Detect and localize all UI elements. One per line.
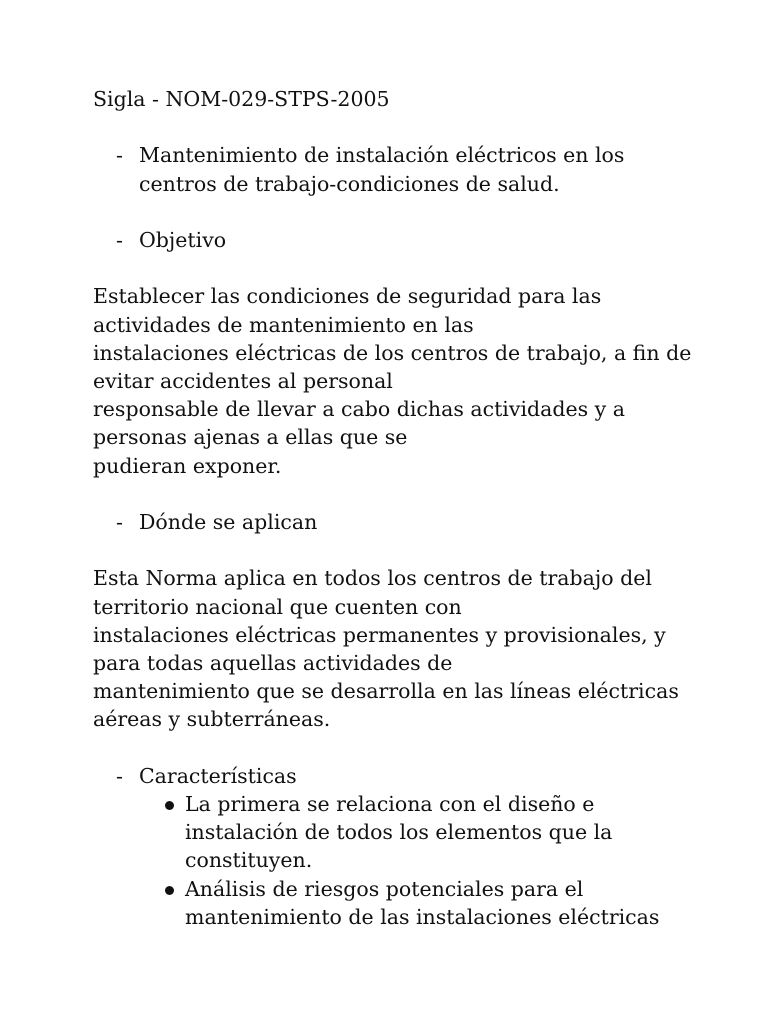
list-item-objetivo bbox=[93, 226, 693, 254]
document-page bbox=[93, 85, 693, 931]
section-heading: Dónde se aplican bbox=[139, 509, 318, 534]
section-heading: Objetivo bbox=[139, 227, 227, 252]
donde-paragraph bbox=[93, 564, 693, 733]
paragraph-line: mantenimiento que se desarrolla en las líneas eléctricas bbox=[93, 679, 679, 704]
paragraph-line: territorio nacional que cuenten con bbox=[93, 594, 462, 619]
bullet-item bbox=[185, 875, 693, 931]
bullet-text: instalación de todos los elementos que la bbox=[185, 820, 613, 845]
bullet-item bbox=[185, 790, 693, 875]
objetivo-paragraph bbox=[93, 282, 693, 479]
paragraph-line: responsable de llevar a cabo dichas actividades y a bbox=[93, 397, 625, 422]
spacer bbox=[93, 113, 693, 141]
list-item-caracteristicas bbox=[93, 762, 693, 790]
list-item-text: centros de trabajo-condiciones de salud. bbox=[139, 171, 560, 196]
dash-marker: - bbox=[116, 763, 123, 788]
bullet-text: mantenimiento de las instalaciones eléctricas bbox=[185, 904, 660, 929]
document-title: Sigla - NOM-029-STPS-2005 bbox=[93, 87, 390, 111]
list-item-text: Mantenimiento de instalación eléctricos en los bbox=[139, 143, 625, 168]
list-item-donde bbox=[93, 508, 693, 536]
paragraph-line: actividades de mantenimiento en las bbox=[93, 312, 474, 337]
spacer bbox=[93, 536, 693, 564]
dash-marker: - bbox=[116, 227, 123, 252]
paragraph-line: personas ajenas a ellas que se bbox=[93, 425, 408, 450]
paragraph-line: instalaciones eléctricas permanentes y provisionales, y bbox=[93, 622, 666, 647]
paragraph-line: Esta Norma aplica en todos los centros de trabajo del bbox=[93, 566, 652, 591]
bullet-dot-icon bbox=[165, 801, 174, 810]
spacer bbox=[93, 198, 693, 226]
dash-marker: - bbox=[116, 509, 123, 534]
paragraph-line: instalaciones eléctricas de los centros de trabajo, a fin de bbox=[93, 340, 692, 365]
paragraph-line: Establecer las condiciones de seguridad para las bbox=[93, 284, 602, 309]
paragraph-line: evitar accidentes al personal bbox=[93, 368, 393, 393]
spacer bbox=[93, 254, 693, 282]
paragraph-line: para todas aquellas actividades de bbox=[93, 650, 453, 675]
bullet-text: La primera se relaciona con el diseño e bbox=[185, 791, 595, 816]
bullet-dot-icon bbox=[165, 886, 174, 895]
caracteristicas-bullet-list bbox=[93, 790, 693, 931]
bullet-text: constituyen. bbox=[185, 848, 313, 873]
spacer bbox=[93, 480, 693, 508]
spacer bbox=[93, 734, 693, 762]
paragraph-line: aéreas y subterráneas. bbox=[93, 707, 331, 732]
paragraph-line: pudieran exponer. bbox=[93, 453, 282, 478]
dash-marker: - bbox=[116, 143, 123, 168]
bullet-text: Análisis de riesgos potenciales para el bbox=[185, 876, 584, 901]
list-item-mantenimiento bbox=[93, 141, 693, 197]
section-heading: Características bbox=[139, 763, 297, 788]
